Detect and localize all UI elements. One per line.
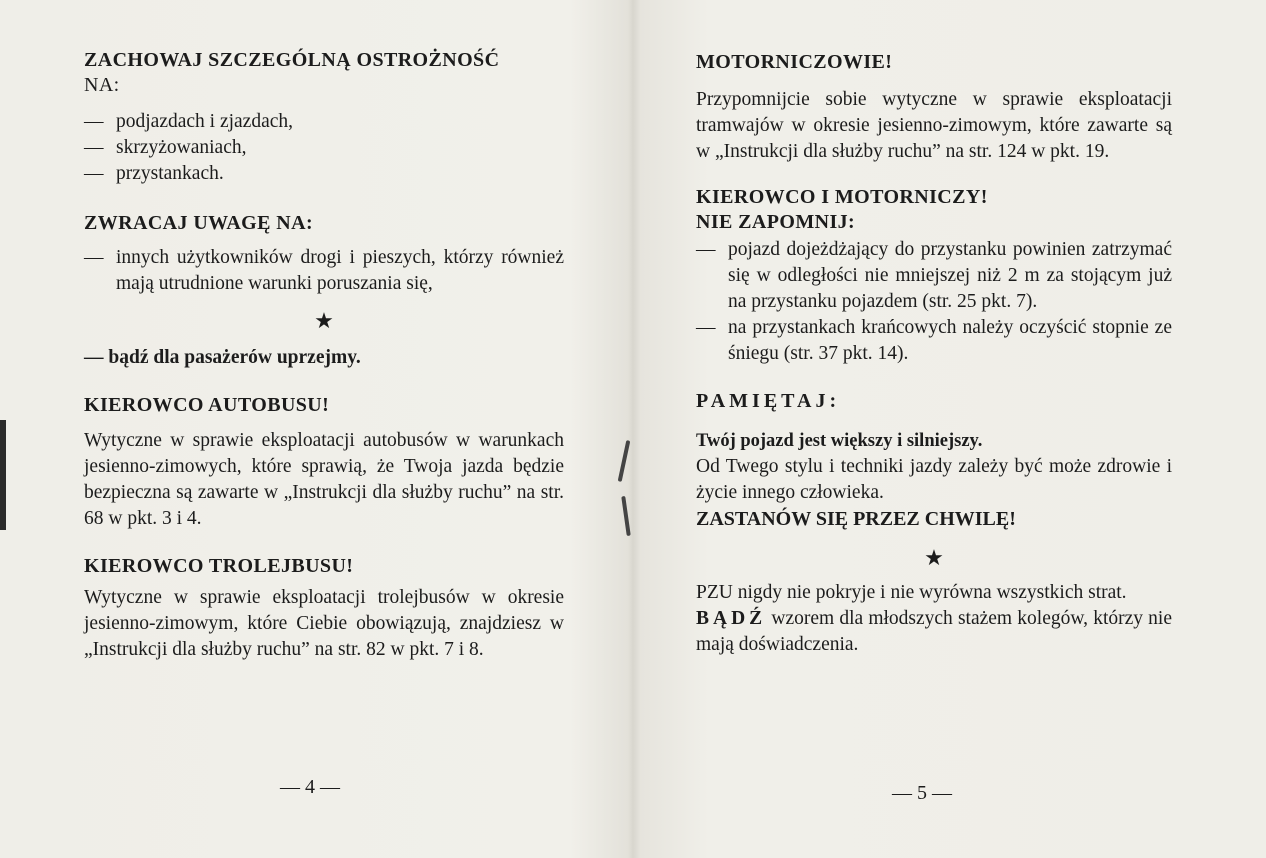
role-model-paragraph	[696, 606, 1172, 658]
bus-heading: KIEROWCO AUTOBUSU!	[84, 394, 330, 416]
list-item: — pojazd dojeżdżający do przystanku powinien zatrzymać się w odległości nie mniejszej niż 2 m za stojącym już na przystanku pojazdem (str. 25 pkt. 7).	[696, 239, 1172, 312]
caution-heading	[84, 48, 564, 98]
caution-heading-line1: ZACHOWAJ SZCZEGÓLNĄ OSTROŻNOŚĆ	[84, 49, 500, 71]
page-number-right: — 5 —	[892, 782, 952, 804]
star-divider: ★	[314, 309, 334, 334]
think-line: ZASTANÓW SIĘ PRZEZ CHWILĘ!	[696, 508, 1016, 530]
right-page	[634, 0, 1266, 858]
right-column	[696, 0, 1172, 658]
caution-heading-line2: NA:	[84, 74, 120, 96]
list-item: — innych użytkowników drogi i pieszych, którzy również mają utrudnione warunki poruszania się,	[84, 247, 564, 294]
polite-line: — bądź dla pasażerów uprzejmy.	[84, 347, 361, 368]
bus-paragraph: Wytyczne w sprawie eksploatacji autobusów w warunkach jesienno-zimowych, które sprawią, że Twoja jazda będzie bezpieczna są zawarte w „Instrukcji dla służby ruchu” na str. 68 w pkt. 3 i 4.	[84, 430, 564, 529]
health-paragraph: Od Twego stylu i techniki jazdy zależy być może zdrowie i życie innego człowieka.	[696, 456, 1172, 503]
list-item: — podjazdach i zjazdach,	[84, 111, 294, 132]
tram-paragraph: Przypomnijcie sobie wytyczne w sprawie eksploatacji tramwajów w okresie jesienno-zimowym, które zawarte są w „Instrukcji dla służby ruchu” na str. 124 w pkt. 19.	[696, 89, 1172, 162]
reminder-heading-line2: NIE ZAPOMNIJ:	[696, 211, 856, 233]
list-item: — na przystankach krańcowych należy oczyścić stopnie ze śniegu (str. 37 pkt. 14).	[696, 317, 1172, 364]
be-rest: wzorem dla młodszych stażem kolegów, którzy nie mają doświadczenia.	[696, 608, 1173, 655]
page-number-left: — 4 —	[280, 776, 340, 798]
list-item: — skrzyżowaniach,	[84, 137, 247, 158]
trolleybus-heading: KIEROWCO TROLEJBUSU!	[84, 555, 354, 577]
remember-heading: PAMIĘTAJ:	[696, 390, 841, 412]
trolleybus-paragraph: Wytyczne w sprawie eksploatacji trolejbusów w okresie jesienno-zimowym, które Ciebie obowiązują, znajdziesz w „Instrukcji dla służby ruchu” na str. 82 w pkt. 7 i 8.	[84, 587, 564, 660]
pzu-paragraph: PZU nigdy nie pokryje i nie wyrówna wszystkich strat.	[696, 582, 1127, 603]
star-divider: ★	[924, 546, 944, 571]
be-word: BĄDŹ	[696, 608, 767, 629]
list-item: — przystankach.	[84, 163, 224, 184]
left-column	[84, 0, 564, 663]
bigger-vehicle-line: Twój pojazd jest większy i silniejszy.	[696, 431, 983, 451]
reminder-heading	[696, 185, 1172, 235]
attention-list	[84, 245, 564, 297]
reminder-heading-line1: KIEROWCO I MOTORNICZY!	[696, 186, 988, 208]
left-page	[0, 0, 632, 858]
attention-heading: ZWRACAJ UWAGĘ NA:	[84, 212, 314, 234]
tram-heading: MOTORNICZOWIE!	[696, 51, 893, 73]
reminder-list	[696, 237, 1172, 367]
caution-list	[84, 109, 564, 187]
